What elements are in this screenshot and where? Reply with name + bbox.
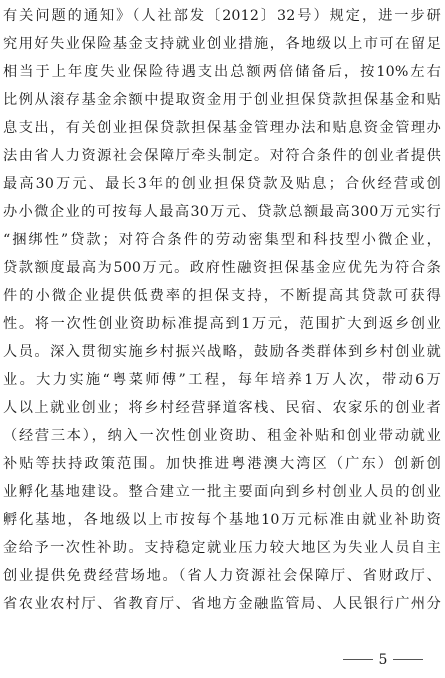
text-line: 人员。深入贯彻实施乡村振兴战略，鼓励各类群体到乡村创业就 bbox=[3, 344, 441, 360]
text-line: 孵化基地，各地级以上市按每个基地10万元标准由就业补助资 bbox=[3, 512, 441, 528]
footer-rule-left bbox=[343, 659, 373, 660]
text-line: 金给予一次性补助。支持稳定就业压力较大地区为失业人员自主 bbox=[3, 540, 441, 556]
text-line: 业。大力实施“粤菜师傅”工程，每年培养1万人次，带动6万 bbox=[3, 372, 441, 388]
text-line: 业孵化基地建设。整合建立一批主要面向到乡村创业人员的创业 bbox=[3, 484, 441, 500]
text-line: 最高30万元、最长3年的创业担保贷款及贴息；合伙经营或创 bbox=[3, 176, 441, 192]
text-line: 究用好失业保险基金支持就业创业措施，各地级以上市可在留足 bbox=[3, 36, 441, 52]
page-number: 5 bbox=[378, 652, 388, 668]
text-line: 省农业农村厅、省教育厅、省地方金融监管局、人民银行广州分 bbox=[3, 596, 441, 612]
text-line: “捆绑性”贷款；对符合条件的劳动密集型和科技型小微企业， bbox=[3, 232, 441, 248]
text-line: 创业提供免费经营场地。（省人力资源社会保障厅、省财政厅、 bbox=[3, 568, 441, 584]
body-text bbox=[3, 2, 441, 618]
text-line: 人以上就业创业；将乡村经营驿道客栈、民宿、农家乐的创业者 bbox=[3, 400, 441, 416]
text-line: 比例从滚存基金余额中提取资金用于创业担保贷款担保基金和贴 bbox=[3, 92, 441, 108]
page-footer bbox=[0, 648, 445, 672]
text-line: 有关问题的通知》（人社部发〔2012〕32号）规定，进一步研 bbox=[3, 8, 441, 24]
footer-rule-right bbox=[393, 659, 423, 660]
text-line: 相当于上年度失业保险待遇支出总额两倍储备后，按10%左右 bbox=[3, 64, 441, 80]
text-line: 办小微企业的可按每人最高30万元、贷款总额最高300万元实行 bbox=[3, 204, 441, 220]
text-line: （经营三本），纳入一次性创业资助、租金补贴和创业带动就业 bbox=[3, 428, 441, 444]
text-line: 贷款额度最高为500万元。政府性融资担保基金应优先为符合条 bbox=[3, 260, 441, 276]
text-line: 件的小微企业提供低费率的担保支持，不断提高其贷款可获得 bbox=[3, 288, 441, 304]
text-line: 性。将一次性创业资助标准提高到1万元，范围扩大到返乡创业 bbox=[3, 316, 441, 332]
text-line: 息支出，有关创业担保贷款担保基金管理办法和贴息资金管理办 bbox=[3, 120, 441, 136]
text-line: 补贴等扶持政策范围。加快推进粤港澳大湾区（广东）创新创 bbox=[3, 456, 441, 472]
text-line: 法由省人力资源社会保障厅牵头制定。对符合条件的创业者提供 bbox=[3, 148, 441, 164]
